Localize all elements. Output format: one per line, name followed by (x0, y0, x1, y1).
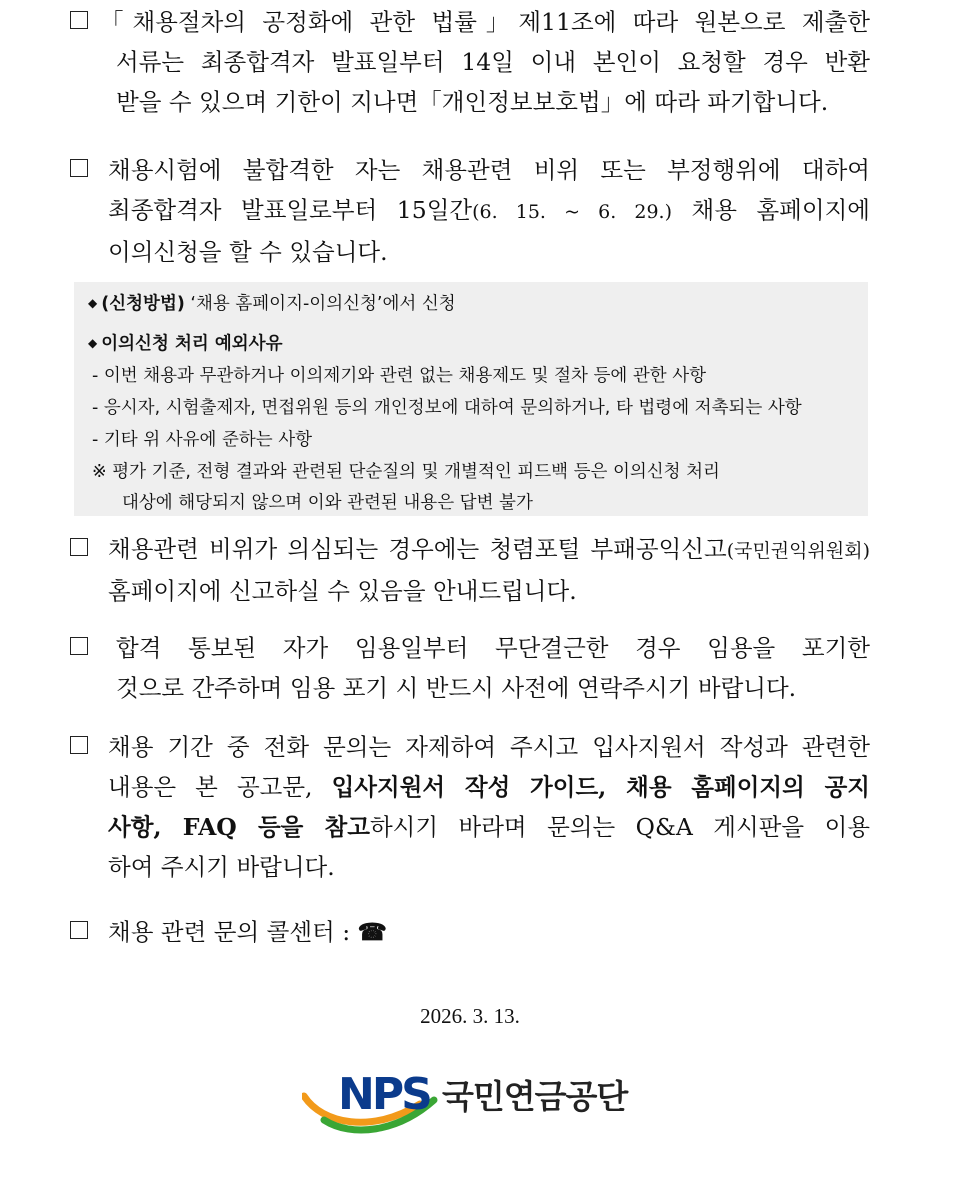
item-5-line-2-bold: 입사지원서 작성 가이드, 채용 홈페이지의 공지 (331, 773, 870, 801)
method-label: (신청방법) (101, 294, 185, 314)
logo-abbr: NPS (338, 1069, 430, 1120)
notice-item-3 (70, 529, 870, 611)
nps-logo (302, 1070, 662, 1136)
item-5-line-4: 하여 주시기 바랍니다. (108, 853, 335, 881)
call-center-line (108, 912, 870, 952)
checkbox-square-icon (70, 538, 88, 556)
exception-item: - 이번 채용과 무관하거나 이의제기와 관련 없는 채용제도 및 절차 등에 관한 사항 (92, 366, 707, 386)
item-3-agency: (국민권익위원회) (726, 540, 870, 562)
notice-item-5 (70, 727, 870, 887)
diamond-bullet-icon: ◆ (88, 296, 98, 310)
method-row (88, 290, 456, 315)
item-1-line-2: 서류는 최종합격자 발표일부터 14일 이내 본인이 요청할 경우 반환 (116, 48, 870, 76)
checkbox-square-icon (70, 637, 88, 655)
checkbox-square-icon (70, 736, 88, 754)
exceptions-title-row (88, 330, 282, 355)
checkbox-square-icon (70, 921, 88, 939)
item-4-line-2: 것으로 간주하며 임용 포기 시 반드시 사전에 연락주시기 바랍니다. (116, 674, 797, 702)
method-text: ‘채용 홈페이지-이의신청’에서 신청 (184, 294, 456, 314)
exception-item: - 기타 위 사유에 준하는 사항 (92, 430, 313, 450)
item-5-line-1: 채용 기간 중 전화 문의는 자제하여 주시고 입사지원서 작성과 관련한 (108, 733, 870, 761)
item-3-line-2: 홈페이지에 신고하실 수 있음을 안내드립니다. (108, 577, 577, 605)
item-2-line-3: 이의신청을 할 수 있습니다. (108, 238, 388, 266)
diamond-bullet-icon: ◆ (88, 336, 98, 350)
item-5-line-3-b: 하시기 바라며 문의는 Q&A 게시판을 이용 (369, 813, 870, 841)
logo-org-name: 국민연금공단 (442, 1077, 628, 1116)
notice-item-1 (70, 2, 870, 122)
notice-item-2 (70, 150, 870, 272)
item-3-line-1-a: 채용관련 비위가 의심되는 경우에는 청렴포털 부패공익신고 (108, 535, 727, 563)
call-center-label: 채용 관련 문의 콜센터 : (108, 918, 351, 946)
announcement-date: 2026. 3. 13. (420, 1004, 520, 1028)
phone-icon: ☎ (357, 918, 387, 946)
item-5-line-2-a: 내용은 본 공고문, (108, 773, 332, 801)
item-1-line-3: 받을 수 있으며 기한이 지나면「개인정보보호법」에 따라 파기합니다. (116, 88, 829, 116)
note-line-1: ※ 평가 기준, 전형 결과와 관련된 단순질의 및 개별적인 피드백 등은 이의신청 처리 (92, 462, 720, 482)
item-2-line-1: 채용시험에 불합격한 자는 채용관련 비위 또는 부정행위에 대하여 (108, 156, 870, 184)
item-5-line-2 (108, 767, 870, 807)
exception-item: - 응시자, 시험출제자, 면접위원 등의 개인정보에 대하여 문의하거나, 타 법령에 저촉되는 사항 (92, 398, 802, 418)
item-5-line-3-bold: 사항, FAQ 등을 참고 (108, 813, 370, 841)
item-4-line-1: 합격 통보된 자가 임용일부터 무단결근한 경우 임용을 포기한 (116, 634, 870, 662)
exceptions-title: 이의신청 처리 예외사유 (101, 334, 283, 354)
item-3-line-1 (108, 529, 870, 571)
item-2-line-2 (108, 190, 870, 232)
notice-item-6 (70, 912, 870, 952)
item-2-date-range: (6. 15. ~ 6. 29.) (472, 201, 672, 223)
checkbox-square-icon (70, 11, 88, 29)
item-2-line-2-c: 채용 홈페이지에 (691, 196, 870, 224)
checkbox-square-icon (70, 159, 88, 177)
note-line-2: 대상에 해당되지 않으며 이와 관련된 내용은 답변 불가 (122, 493, 533, 513)
item-1-line-1: 「채용절차의 공정화에 관한 법률」제11조에 따라 원본으로 제출한 (100, 8, 870, 36)
objection-info-box (74, 282, 868, 516)
notice-item-4 (70, 628, 870, 708)
item-2-line-2-a: 최종합격자 발표일로부터 15일간 (108, 196, 473, 224)
item-5-line-3 (108, 807, 870, 847)
